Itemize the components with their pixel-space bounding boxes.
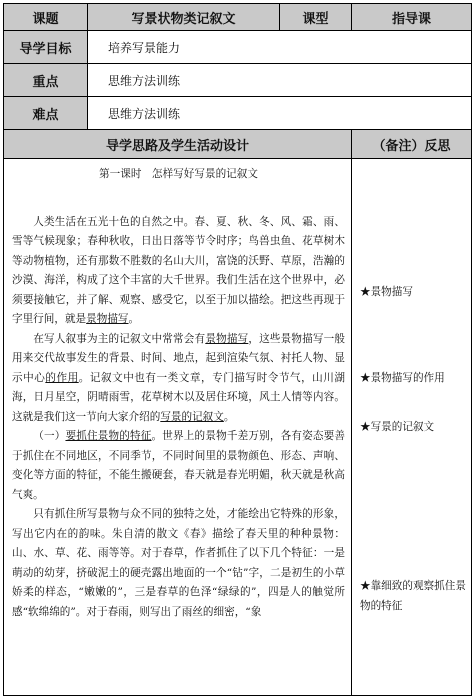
remarks-cell xyxy=(352,159,472,696)
underlined-term: 的作用 xyxy=(45,371,79,384)
difficulty-value: 思维方法训练 xyxy=(88,97,472,130)
note-observe-features: ★靠细致的观察抓住景物的特征 xyxy=(360,580,466,612)
paragraph-text: （一） xyxy=(33,430,66,442)
paragraph-text: 。世界上的景物千差万别，各有姿态要善于抓住在不同地区，不同季节，不同时间里的景物颜色、形态、声响、变化等方面的特征，不能生搬硬套，春天就是春光明媚，秋天就是秋高气爽。 xyxy=(12,430,346,501)
note-scenery-narrative: ★写景的记叙文 xyxy=(360,421,435,433)
goal-row xyxy=(4,31,472,64)
paragraph-description-role xyxy=(12,330,345,428)
note-description-role: ★景物描写的作用 xyxy=(360,372,445,384)
topic-label: 课题 xyxy=(4,4,88,31)
underlined-term: 景物描写 xyxy=(86,313,129,325)
paragraph-intro xyxy=(12,213,345,330)
paragraph-text: 在写人叙事为主的记叙文中常常会有 xyxy=(33,332,206,345)
lesson-title: 第一课时 怎样写好写景的记叙文 xyxy=(99,168,258,180)
paragraph-point-one xyxy=(12,427,345,505)
design-content xyxy=(4,159,351,695)
goal-value: 培养写景能力 xyxy=(88,31,472,64)
key-label: 重点 xyxy=(4,64,88,97)
lesson-plan-table xyxy=(3,3,472,696)
header-row xyxy=(4,4,472,31)
note-scene-description: ★景物描写 xyxy=(360,286,413,298)
underlined-term: 要抓住景物的特征 xyxy=(65,430,152,442)
remarks-title: （备注）反思 xyxy=(352,130,472,159)
underlined-term: 写景的记叙文 xyxy=(160,410,224,423)
design-content-cell xyxy=(4,159,352,696)
body-row xyxy=(4,159,472,696)
paragraph-example: 只有抓住所写景物与众不同的独特之处，才能绘出它特殊的形象，写出它内在的韵味。朱自清的散文《春》描绘了春天里的种种景物：山、水、草、花、雨等等。对于春草，作者抓住了以下几个特征：一是萌动的幼芽，挤破泥土的硬壳露出地面的一个“钻”字，二是初生的小草娇柔的样态，“嫩嫩的”，三是春草的色泽“绿绿的”，四是人的触觉所感“软绵绵的”。对于春雨，则写出了雨丝的细密，“象 xyxy=(12,508,345,618)
paragraph-text: 。 xyxy=(128,313,140,325)
goal-label: 导学目标 xyxy=(4,31,88,64)
section-header-row xyxy=(4,130,472,159)
key-value: 思维方法训练 xyxy=(88,64,472,97)
topic-value: 写景状物类记叙文 xyxy=(88,4,280,31)
paragraph-text: 人类生活在五光十色的自然之中。春、夏、秋、冬、风、霜、雨、雪等气候现象；春种秋收，日出日落等节令时序；鸟兽虫鱼、花草树木等动物植物，还有那数不胜数的名山大川，富饶的沃野、草原，浩瀚的沙漠、海洋，构成了这个丰富的大千世界。我们生活在这个世界中，必须要接触它，并了解、观察、感受它，以至于加以描绘。把这些再现于字里行间，就是 xyxy=(12,215,345,325)
underlined-term: 景物描写 xyxy=(205,332,249,345)
difficulty-label: 难点 xyxy=(4,97,88,130)
type-label: 课型 xyxy=(280,4,352,31)
key-row xyxy=(4,64,472,97)
remarks-content xyxy=(352,159,471,695)
paragraph-text: ，这些景物描写一般用来交代故事发生的背景、时间、地点，起到渲染气氛、衬托人物、显示中心 xyxy=(12,332,345,384)
paragraph-text: 。 xyxy=(223,410,235,423)
design-title: 导学思路及学生活动设计 xyxy=(4,130,352,159)
type-value: 指导课 xyxy=(352,4,472,31)
paragraph-text: 。记叙文中也有一类文章，专门描写时令节气，山川湖海，日月星空，阴晴雨雪，花草树木以及居住环境，风土人情等内容。这就是我们这一节向大家介绍的 xyxy=(12,371,346,423)
difficulty-row xyxy=(4,97,472,130)
